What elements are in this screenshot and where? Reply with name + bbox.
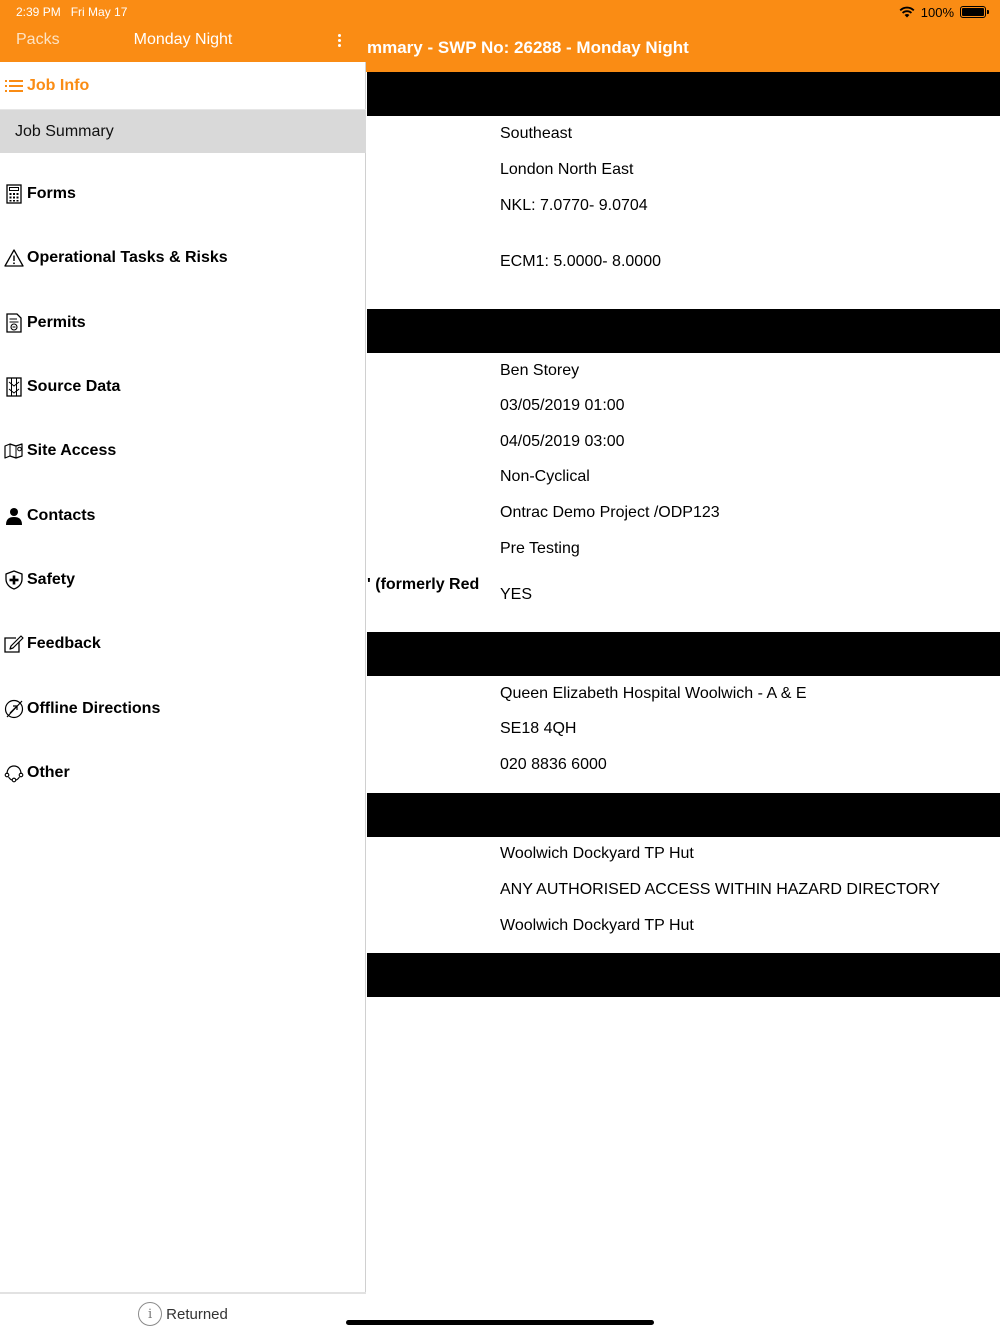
wifi-icon [899,6,915,18]
value-text: Ben Storey [500,362,580,379]
battery-icon [960,6,986,18]
person-icon [4,506,24,526]
forms-icon [4,184,24,204]
source-data-icon [4,377,24,397]
value-text: London North East [500,161,634,178]
value-text: 03/05/2019 01:00 [500,397,625,414]
value-text: NKL: 7.0770- 9.0704 [500,197,648,214]
status-label: Returned [166,1305,228,1323]
sidebar [0,0,366,1334]
sidebar-item-forms[interactable] [0,174,366,214]
section-job-info[interactable] [0,62,366,110]
section-header-bar [367,309,1000,353]
sidebar-title: Monday Night [133,31,233,48]
value-text: ECM1: 5.0000- 8.0000 [500,253,661,270]
sidebar-header [0,0,366,62]
section-header-bar [367,953,1000,997]
other-icon [4,763,24,783]
value-text: Woolwich Dockyard TP Hut [500,845,694,862]
status-bar-left [16,5,137,19]
battery-percent: 100% [920,4,954,20]
value-text: Southeast [500,125,573,142]
sidebar-item-operational-tasks[interactable] [0,238,366,278]
sidebar-item-contacts[interactable] [0,496,366,536]
more-vertical-icon [330,34,348,47]
sidebar-item-label: Safety [27,571,76,588]
sidebar-item-offline-directions[interactable] [0,689,366,729]
sidebar-item-site-access[interactable] [0,431,366,471]
value-text: ANY AUTHORISED ACCESS WITHIN HAZARD DIRECTORY [500,881,941,898]
section-header-bar [367,72,1000,116]
value-text: Non-Cyclical [500,468,590,485]
sidebar-item-label: Permits [27,314,86,331]
sidebar-item-source-data[interactable] [0,367,366,407]
sidebar-item-label: Forms [27,185,76,202]
value-text: Woolwich Dockyard TP Hut [500,917,694,934]
home-indicator[interactable] [346,1320,654,1325]
sidebar-item-job-summary[interactable] [0,110,366,153]
value-text: Pre Testing [500,540,580,557]
sidebar-item-label: Feedback [27,635,101,652]
value-text: SE18 4QH [500,720,577,737]
value-text: YES [500,586,533,603]
status-time: 2:39 PM [16,5,61,19]
sidebar-item-other[interactable] [0,753,366,793]
page-title: mmary - SWP No: 26288 - Monday Night [367,38,689,57]
shield-icon [4,570,24,590]
permits-icon [4,313,24,333]
more-options-button[interactable] [330,28,348,52]
packs-button[interactable]: Packs [16,31,60,48]
sidebar-item-label: Site Access [27,442,117,459]
sidebar-footer[interactable] [0,1292,366,1334]
status-date: Fri May 17 [70,5,128,19]
sidebar-item-label: Source Data [27,378,121,395]
offline-directions-icon [4,699,24,719]
info-icon: i [138,1302,162,1326]
feedback-icon [4,634,24,654]
value-text: Ontrac Demo Project /ODP123 [500,504,720,521]
list-icon [5,80,23,92]
section-title: Job Info [27,76,90,94]
sidebar-item-label: Operational Tasks & Risks [27,249,228,266]
sidebar-item-label: Offline Directions [27,700,161,717]
sidebar-item-label: Job Summary [15,122,114,140]
value-text: 020 8836 6000 [500,756,607,773]
sidebar-item-label: Contacts [27,507,96,524]
warning-icon [4,248,24,268]
value-text: Queen Elizabeth Hospital Woolwich - A & E [500,685,807,702]
sidebar-item-safety[interactable] [0,560,366,600]
section-header-bar [367,632,1000,676]
sidebar-item-label: Other [27,764,70,781]
section-header-bar [367,793,1000,837]
map-icon [4,441,24,461]
sidebar-item-permits[interactable] [0,303,366,343]
value-text: 04/05/2019 03:00 [500,433,625,450]
field-label: ' (formerly Red [367,576,480,593]
sidebar-item-feedback[interactable] [0,624,366,664]
status-bar-right [899,4,986,20]
